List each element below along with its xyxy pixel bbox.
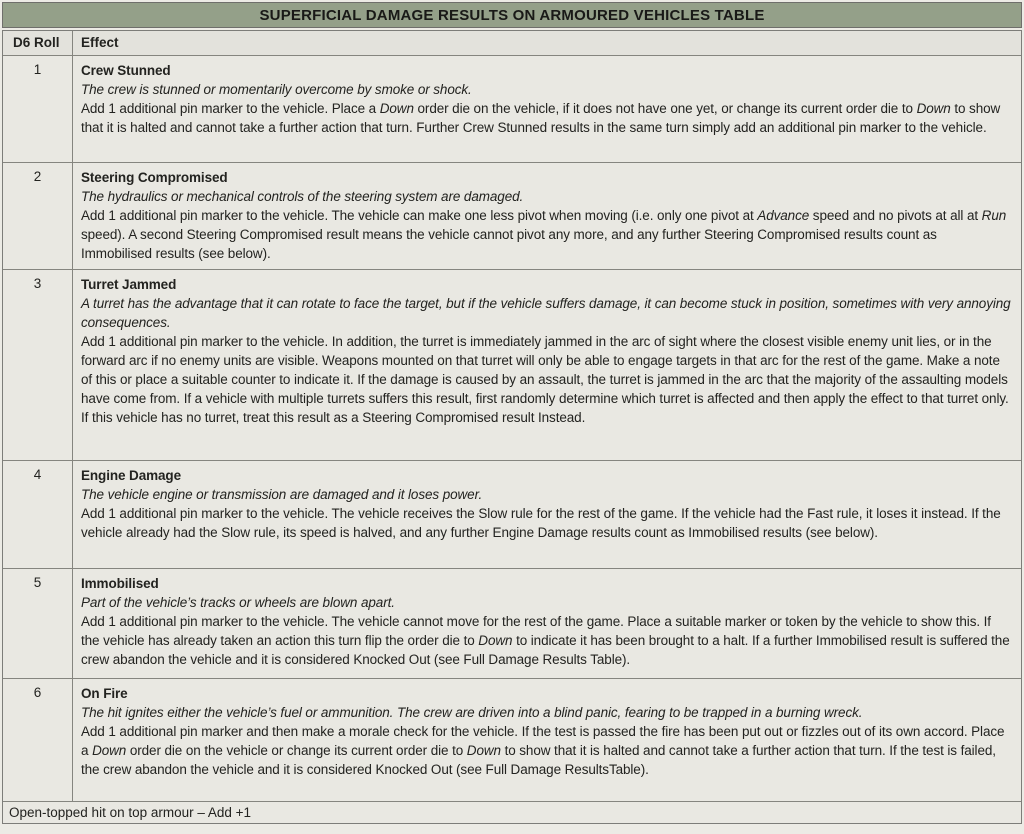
- effect-cell: [73, 56, 1021, 162]
- table-footer-note: Open-topped hit on top armour – Add +1: [3, 801, 1021, 823]
- effect-flavor-text: Part of the vehicle’s tracks or wheels are blown apart.: [81, 595, 395, 610]
- d6-roll-cell: 2: [3, 163, 73, 269]
- effect-cell: [73, 679, 1021, 801]
- table-row: [3, 55, 1021, 162]
- table-title-bar: [2, 2, 1022, 28]
- effect-flavor-text: A turret has the advantage that it can rotate to face the target, but if the vehicle suffers damage, it can become stuck in position, sometimes with very annoying consequences.: [81, 296, 1011, 330]
- effect-rules-text: Add 1 additional pin marker and then make a morale check for the vehicle. If the test is passed the fire has been put out or fizzles out of its own accord. Place a Down order die on the vehicle or change its current order die to Down to show that it is halted and cannot take a further action that turn. If the test is failed, the crew abandon the vehicle and it is considered Knocked Out (see Full Damage ResultsTable).: [81, 724, 1005, 777]
- table-title: SUPERFICIAL DAMAGE RESULTS ON ARMOURED VEHICLES TABLE: [259, 6, 765, 24]
- effect-name: Crew Stunned: [81, 63, 171, 78]
- table-row: [3, 460, 1021, 568]
- effect-rules-text: Add 1 additional pin marker to the vehicle. The vehicle can make one less pivot when moving (i.e. only one pivot at Advance speed and no pivots at all at Run speed). A second Steering Compromised result means the vehicle cannot pivot any more, and any further Steering Compromised results count as Immobilised results (see below).: [81, 208, 1007, 261]
- effect-rules-text: Add 1 additional pin marker to the vehicle. The vehicle cannot move for the rest of the game. Place a suitable marker or token by the vehicle to show this. If the vehicle has already taken an action this turn flip the order die to Down to indicate it has been brought to a halt. If a further Immobilised result is suffered the crew abandon the vehicle and it is considered Knocked Out (see Full Damage Results Table).: [81, 614, 1010, 667]
- effect-name: Steering Compromised: [81, 170, 228, 185]
- effect-cell: [73, 270, 1021, 460]
- column-header-d6-roll: D6 Roll: [3, 31, 73, 55]
- effect-flavor-text: The hydraulics or mechanical controls of the steering system are damaged.: [81, 189, 524, 204]
- effect-flavor-text: The crew is stunned or momentarily overcome by smoke or shock.: [81, 82, 472, 97]
- d6-roll-cell: 6: [3, 679, 73, 801]
- effect-name: On Fire: [81, 686, 128, 701]
- table-row: [3, 568, 1021, 678]
- table-row: [3, 269, 1021, 460]
- effect-cell: [73, 569, 1021, 678]
- d6-roll-cell: 4: [3, 461, 73, 568]
- effect-name: Engine Damage: [81, 468, 181, 483]
- effect-name: Turret Jammed: [81, 277, 177, 292]
- d6-roll-cell: 3: [3, 270, 73, 460]
- effect-rules-text: Add 1 additional pin marker to the vehicle. In addition, the turret is immediately jammed in the arc of sight where the closest visible enemy unit lies, or in the forward arc if no enemy units are visible. Weapons mounted on that turret will only be able to engage targets in that arc for the rest of the game. Make a note of this or place a suitable counter to indicate it. If the damage is caused by an assault, the turret is jammed in the arc that the majority of the assaulting models have come from. If a vehicle with multiple turrets suffers this result, first randomly determine which turret is affected and then apply the effect to that turret only. If this vehicle has no turret, treat this result as a Steering Compromised result Instead.: [81, 334, 1009, 425]
- column-header-effect: Effect: [81, 35, 119, 50]
- d6-roll-cell: 1: [3, 56, 73, 162]
- effect-flavor-text: The hit ignites either the vehicle’s fuel or ammunition. The crew are driven into a blind panic, fearing to be trapped in a burning wreck.: [81, 705, 863, 720]
- table-row: [3, 162, 1021, 269]
- superficial-damage-table: [2, 30, 1022, 824]
- effect-cell: [73, 163, 1021, 269]
- table-row: [3, 678, 1021, 801]
- effect-cell: [73, 461, 1021, 568]
- d6-roll-cell: 5: [3, 569, 73, 678]
- effect-rules-text: Add 1 additional pin marker to the vehicle. The vehicle receives the Slow rule for the rest of the game. If the vehicle had the Fast rule, it loses it instead. If the vehicle already had the Slow rule, its speed is halved, and any further Engine Damage results count as Immobilised results (see below).: [81, 506, 1001, 540]
- table-header-row: [3, 31, 1021, 55]
- effect-name: Immobilised: [81, 576, 159, 591]
- effect-flavor-text: The vehicle engine or transmission are damaged and it loses power.: [81, 487, 483, 502]
- effect-rules-text: Add 1 additional pin marker to the vehicle. Place a Down order die on the vehicle, if it does not have one yet, or change its current order die to Down to show that it is halted and cannot take a further action that turn. Further Crew Stunned results in the same turn simply add an additional pin marker to the vehicle.: [81, 101, 1001, 135]
